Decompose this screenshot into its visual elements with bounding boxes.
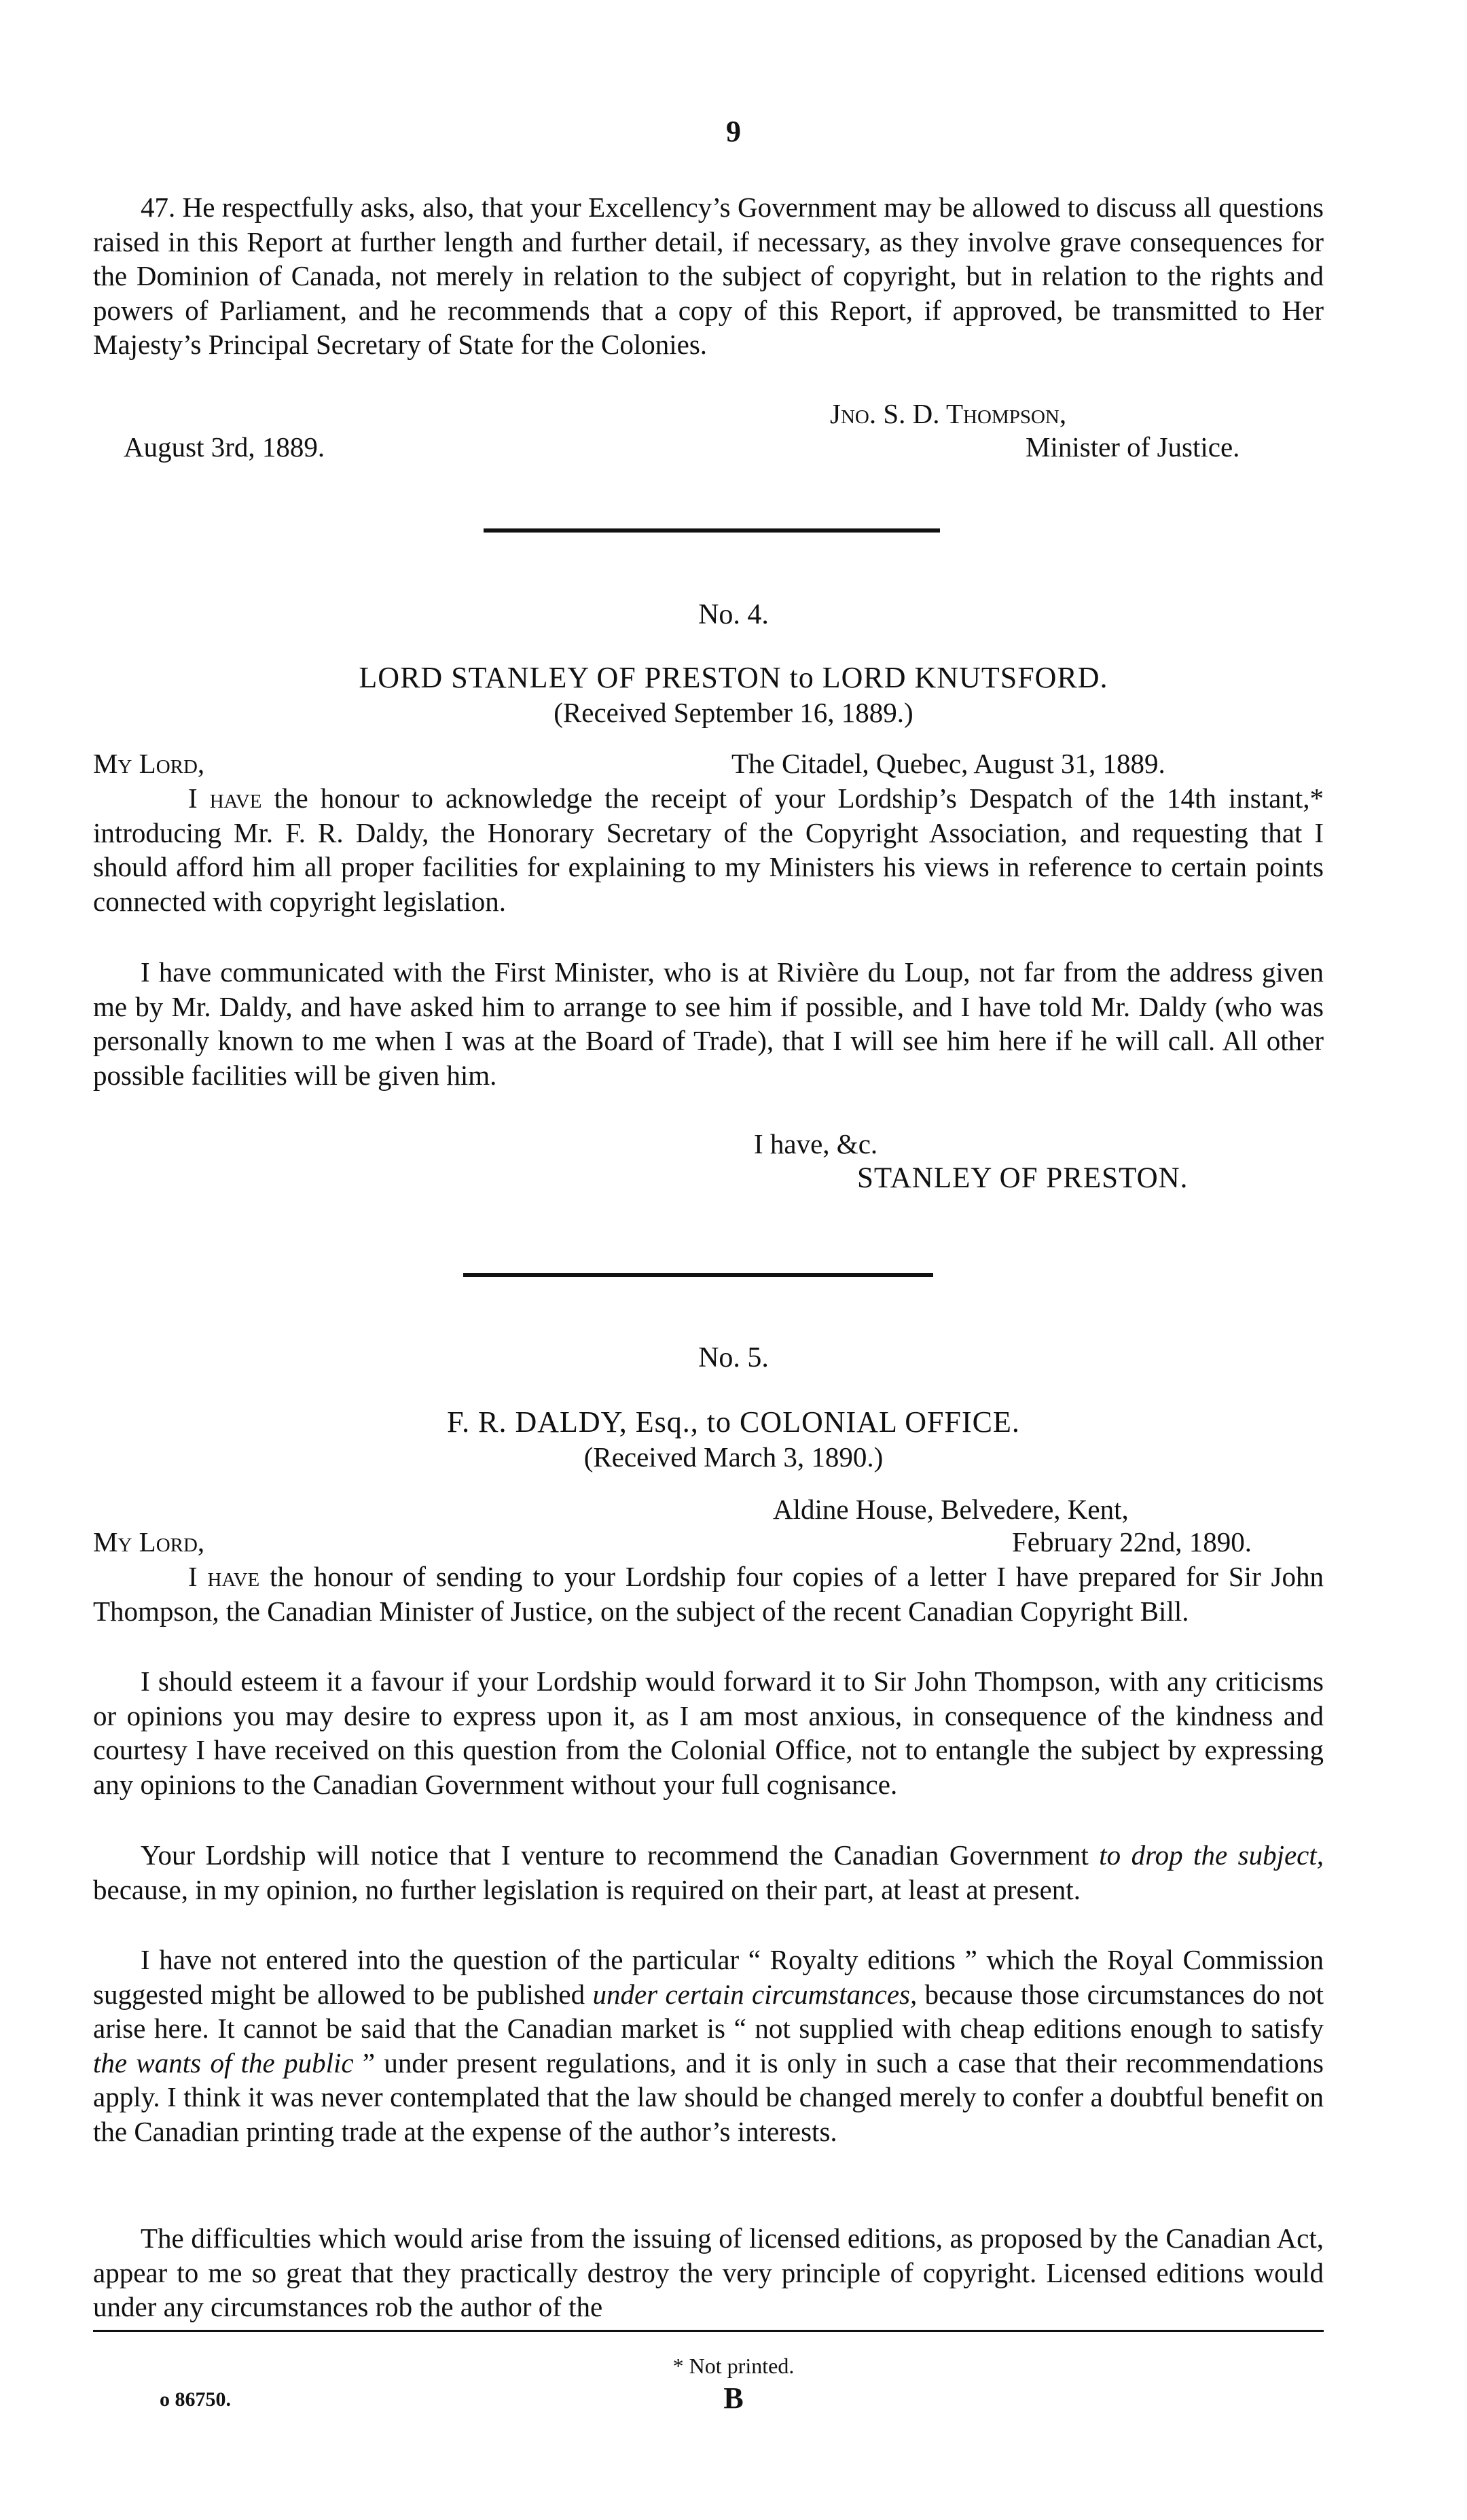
no5-received: (Received March 3, 1890.) (583, 1441, 884, 1473)
no5-salutation: My Lord, (93, 1526, 205, 1558)
section-divider (463, 1273, 933, 1277)
section-divider (484, 528, 940, 533)
section-47-paragraph: 47. He respectfully asks, also, that your Excellency’s Government may be allowed to discuss all questions raised in this Report at further length and further detail, if necessary, as they involve grave consequences for the Dominion of Canada, not merely in relation to the subject of copyright, but in relation to the rights and powers of Parliament, and he recommends that a copy of this Report, if approved, be transmitted to Her Majesty’s Principal Secretary of State for the Colonies. (93, 192, 1324, 360)
no5-paragraph-1 (93, 1560, 1324, 1628)
print-code: o 86750. (160, 2388, 231, 2411)
no5-paragraph-5: The difficulties which would arise from the issuing of licensed editions, as proposed by the Canadian Act, appear to me so great that they practically destroy the very principle of copyright. Licensed editions would under any circumstances rob the author of the (93, 2222, 1324, 2322)
no4-signature: STANLEY OF PRESTON. (857, 1162, 1189, 1194)
no5-para4-a: I have not entered into the question of the particular “ Royalty editions ” which the Royal Commission suggested might be allowed to be published (93, 1944, 1324, 2010)
no4-received: (Received September 16, 1889.) (554, 697, 913, 728)
no4-title: LORD STANLEY OF PRESTON to LORD KNUTSFORD. (359, 661, 1108, 694)
no5-title: F. R. DALDY, Esq., to COLONIAL OFFICE. (447, 1405, 1020, 1439)
no5-number: No. 5. (698, 1342, 769, 1373)
no5-para4-b: because those circumstances do not arise here. It cannot be said that the Canadian market is “ not supplied with cheap editions enough to satisfy (93, 1978, 1324, 2044)
no5-para1-text: the honour of sending to your Lordship four copies of a letter I have prepared for Sir John Thompson, the Canadian Minister of Justice, on the subject of the recent Canadian Copyright Bill. (93, 1561, 1324, 1627)
no4-para1-text: the honour to acknowledge the receipt of your Lordship’s Despatch of the 14th instant,* introducing Mr. F. R. Daldy, the Honorary Secretary of the Copyright Association, and requesting that I should afford him all proper facilities for explaining to my Ministers his views in reference to certain points connected with copyright legislation. (93, 782, 1324, 917)
signature-mark: B (723, 2381, 744, 2415)
no4-para1-lead: I have (188, 782, 262, 814)
signature-title: Minister of Justice. (1026, 431, 1240, 463)
page-number: 9 (726, 115, 741, 148)
no4-paragraph-2: I have communicated with the First Minister, who is at Rivière du Loup, not far from the address given me by Mr. Daldy, and have asked him to arrange to see him if possible, and I have told Mr. Daldy (who was personally known to me when I was at the Board of Trade), that I will see him here if he will call. All other possible facilities will be given him. (93, 956, 1324, 1091)
signature-date: August 3rd, 1889. (124, 431, 325, 463)
no5-para3-a: Your Lordship will notice that I venture to recommend the Canadian Government (141, 1839, 1100, 1871)
no4-paragraph-1 (93, 781, 1324, 918)
no5-para3-b: because, in my opinion, no further legislation is required on their part, at least at present. (93, 1873, 1081, 1905)
no5-paragraph-3 (93, 1838, 1324, 1907)
footnote-rule (93, 2330, 1324, 2332)
no5-date: February 22nd, 1890. (1012, 1526, 1252, 1558)
no5-para4-emphasis-1: under certain circumstances, (592, 1978, 918, 2010)
no5-para1-lead: I have (188, 1561, 260, 1592)
footnote: * Not printed. (672, 2354, 795, 2378)
no4-salutation: My Lord, (93, 748, 205, 779)
no4-closing: I have, &c. (754, 1128, 878, 1159)
no5-para4-c: ” under present regulations, and it is only in such a case that their recommendations apply. I think it was never contemplated that the law should be changed merely to confer a doubtful benefit on the Canadian printing trade at the expense of the author’s interests. (93, 2047, 1324, 2147)
no4-place-date: The Citadel, Quebec, August 31, 1889. (731, 748, 1165, 779)
no5-paragraph-2: I should esteem it a favour if your Lordship would forward it to Sir John Thompson, with any criticisms or opinions you may desire to express upon it, as I am most anxious, in consequence of the kindness and courtesy I have received on this question from the Colonial Office, not to entangle the subject by expressing any opinions to the Canadian Government without your full cognisance. (93, 1666, 1324, 1800)
no5-address: Aldine House, Belvedere, Kent, (773, 1494, 1129, 1525)
signature-name: Jno. S. D. Thompson, (830, 398, 1067, 429)
no5-para3-emphasis: to drop the subject, (1099, 1839, 1324, 1871)
no4-number: No. 4. (698, 599, 769, 630)
no5-para4-emphasis-2: the wants of the public (93, 2047, 354, 2078)
no5-paragraph-4 (93, 1943, 1324, 2148)
